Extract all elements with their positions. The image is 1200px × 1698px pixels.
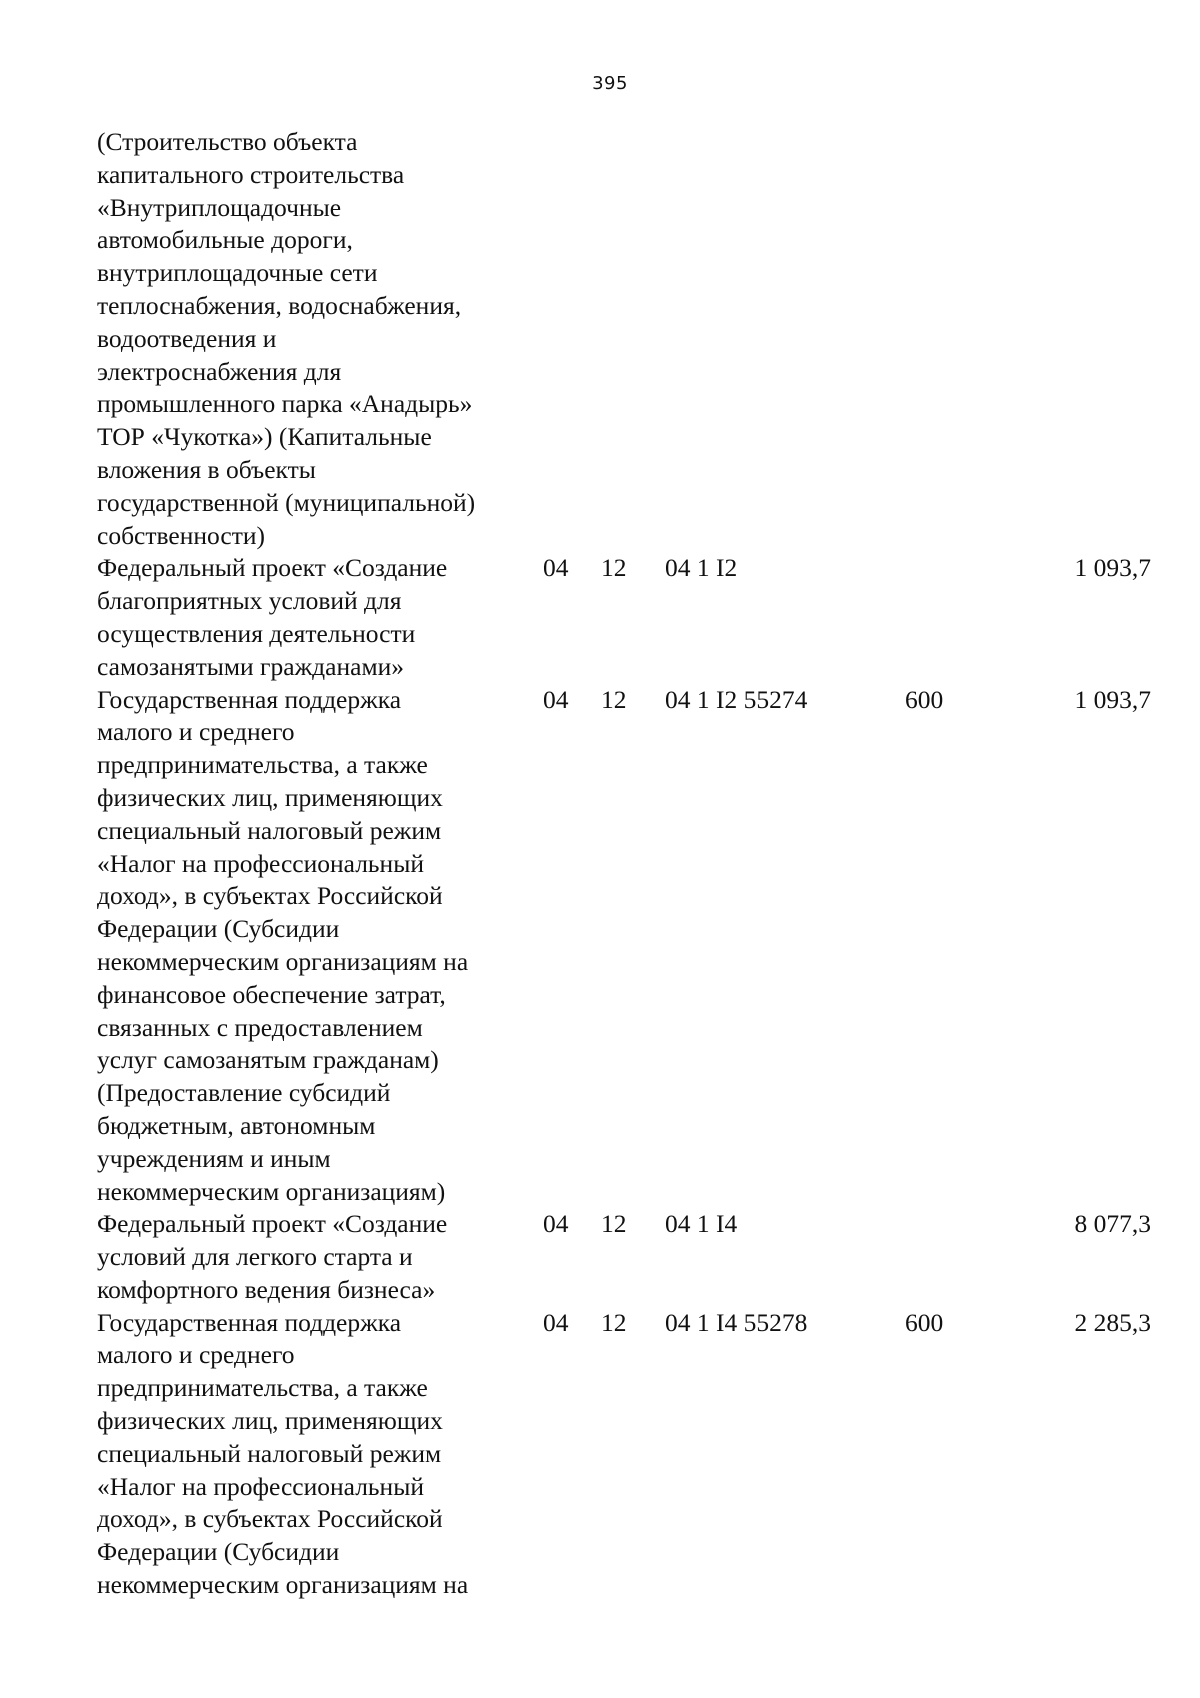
row-amount: 8 077,3 (1074, 1209, 1151, 1239)
row-section-code: 04 (543, 1307, 569, 1337)
row-description: Государственная поддержка малого и среднего предпринимательства, а также физических лиц, применяющих специальный налоговый режим «Налог на профессиональный доход», в субъектах Российской Федерации (Субсидии некоммерческим организациям на финансовое обеспечение затрат, связанных с предоставлением услуг самозанятым гражданам) (Предоставление субсидий бюджетным, автономным учреждениям и иным некоммерческим организациям) (97, 684, 469, 1206)
row-description: (Строительство объекта капитального строительства «Внутриплощадочные автомобильные дороги, внутриплощадочные сети теплоснабжения, водоснабжения, водоотведения и электроснабжения для промышленного парка «Анадырь» ТОР «Чукотка») (Капитальные вложения в объекты государственной (муниципальной) собственности) (97, 127, 476, 550)
table-row (97, 552, 1151, 683)
table-row (97, 1307, 1151, 1602)
row-amount (981, 126, 1151, 552)
row-expense-type-code: 600 (905, 1307, 944, 1337)
row-subsection-code: 12 (601, 684, 627, 714)
row-description: Государственная поддержка малого и среднего предпринимательства, а также физических лиц, применяющих специальный налоговый режим «Налог на профессиональный доход», в субъектах Российской Федерации (Субсидии некоммерческим организациям на (97, 1307, 469, 1600)
row-expense-type-code (905, 126, 981, 552)
table-row (97, 126, 1151, 552)
row-section-code: 04 (543, 1209, 569, 1239)
table-row (97, 684, 1151, 1209)
row-section-code: 04 (543, 553, 569, 583)
row-description: Федеральный проект «Создание условий для легкого старта и комфортного ведения бизнеса» (97, 1209, 448, 1304)
row-section-code: 04 (543, 684, 569, 714)
row-section-code (543, 126, 601, 552)
row-target-article-code: 04 1 I4 (665, 1209, 738, 1239)
row-subsection-code: 12 (601, 1209, 627, 1239)
row-amount: 1 093,7 (1074, 684, 1151, 714)
row-expense-type-code: 600 (905, 684, 944, 714)
budget-table (97, 126, 1151, 1602)
page-number: 395 (592, 73, 628, 94)
row-amount: 2 285,3 (1074, 1307, 1151, 1337)
row-target-article-code: 04 1 I2 (665, 553, 738, 583)
row-subsection-code: 12 (601, 1307, 627, 1337)
row-subsection-code (601, 126, 665, 552)
row-target-article-code: 04 1 I4 55278 (665, 1307, 808, 1337)
row-description: Федеральный проект «Создание благоприятных условий для осуществления деятельности самозанятыми гражданами» (97, 553, 448, 681)
table-row (97, 1208, 1151, 1306)
row-expense-type-code (905, 552, 981, 683)
row-amount: 1 093,7 (1074, 553, 1151, 583)
row-subsection-code: 12 (601, 553, 627, 583)
row-target-article-code (665, 126, 905, 552)
row-expense-type-code (905, 1208, 981, 1306)
row-target-article-code: 04 1 I2 55274 (665, 684, 808, 714)
